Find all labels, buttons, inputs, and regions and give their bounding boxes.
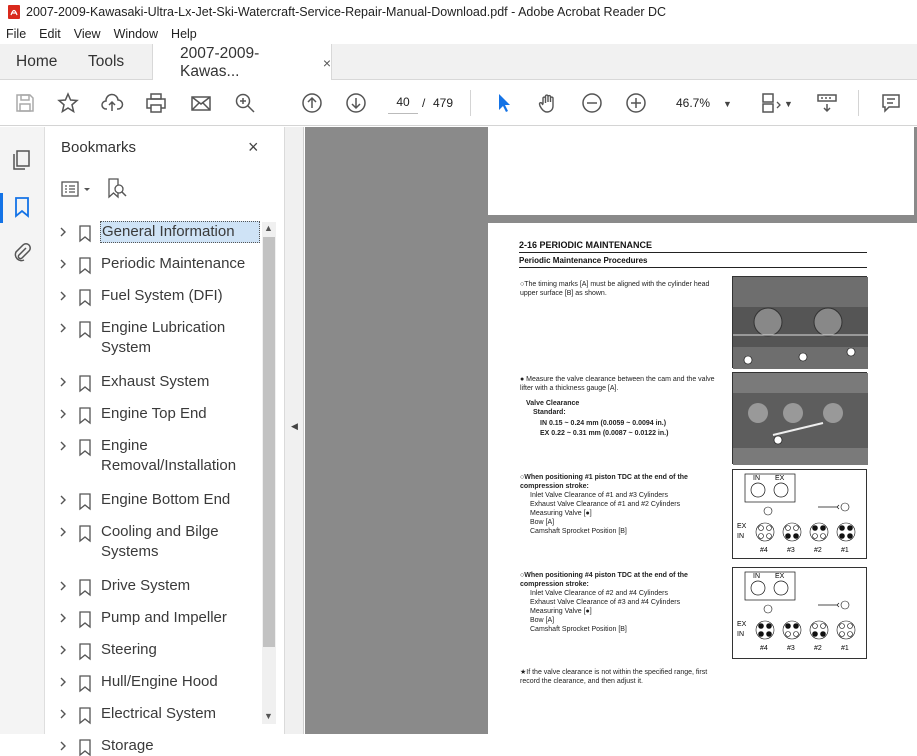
bookmark-label: Engine Lubrication System: [101, 319, 226, 356]
mail-icon[interactable]: [189, 91, 213, 115]
tab-document-label: 2007-2009-Kawas...: [180, 44, 260, 80]
bookmark-scrollbar-thumb[interactable]: [263, 237, 275, 647]
page-fit-icon[interactable]: [759, 91, 783, 115]
bookmark-label: Engine Bottom End: [101, 491, 231, 508]
bookmark-label: General Information: [100, 221, 260, 243]
piston1-line: Bow [A]: [530, 519, 555, 526]
diagram-in-row: IN: [737, 533, 744, 540]
tab-home[interactable]: [16, 44, 57, 80]
bookmark-label: Engine Top End: [101, 405, 207, 422]
toolbar-divider: [858, 90, 859, 116]
document-viewer[interactable]: [305, 127, 917, 734]
paragraph-measure: ● Measure the valve clearance between the cam and the valve lifter with a thickness gauge [A].: [520, 376, 715, 392]
close-icon[interactable]: ×: [248, 137, 259, 157]
bookmark-icon: [78, 225, 92, 242]
piston1-line: Measuring Valve [●]: [530, 510, 592, 517]
diagram-in-label: IN: [753, 573, 760, 580]
page-fit-dropdown-icon[interactable]: ▼: [784, 99, 793, 109]
subsection-title: Periodic Maintenance Procedures: [519, 256, 648, 265]
bookmark-label: Drive System: [101, 577, 191, 594]
comment-icon[interactable]: [879, 91, 903, 115]
bookmark-icon: [78, 525, 92, 542]
rail-active-indicator: [0, 193, 3, 223]
title-bar: [0, 0, 917, 24]
chevron-right-icon[interactable]: [58, 677, 68, 687]
pdf-page-previous: [488, 127, 914, 215]
bookmark-options-icon[interactable]: [60, 178, 94, 200]
tab-close-icon[interactable]: ×: [322, 54, 331, 71]
tab-tools-label: Tools: [88, 53, 125, 70]
chevron-right-icon[interactable]: [58, 441, 68, 451]
acrobat-icon: [8, 5, 20, 19]
page-separator: /: [422, 96, 426, 110]
paragraph-timing: ○The timing marks [A] must be aligned with the cylinder head upper surface [B] as shown.: [520, 281, 710, 297]
hand-tool-icon[interactable]: [536, 91, 560, 115]
chevron-right-icon[interactable]: [58, 495, 68, 505]
menu-window[interactable]: Window: [113, 27, 159, 41]
bookmarks-title: Bookmarks: [61, 139, 137, 156]
bookmark-label: Pump and Impeller: [101, 609, 227, 626]
menu-view[interactable]: View: [73, 27, 101, 41]
diagram-ex-label: EX: [775, 475, 785, 482]
bookmark-icon: [78, 407, 92, 424]
diagram-ex-row: EX: [737, 621, 747, 628]
bookmark-label: Electrical System: [101, 705, 217, 722]
bookmark-icon: [78, 493, 92, 510]
zoom-in-icon[interactable]: [624, 91, 648, 115]
bookmark-icon: [78, 289, 92, 306]
pdf-page-current: [488, 223, 917, 734]
menu-edit[interactable]: Edit: [39, 27, 61, 41]
chevron-right-icon[interactable]: [58, 527, 68, 537]
chevron-right-icon[interactable]: [58, 613, 68, 623]
bookmark-label: Hull/Engine Hood: [101, 673, 218, 690]
chevron-right-icon[interactable]: [58, 323, 68, 333]
print-icon[interactable]: [144, 91, 168, 115]
valve-diagram-4: [732, 567, 867, 659]
scroll-down-icon[interactable]: ▼: [264, 711, 273, 721]
rule: [519, 267, 867, 268]
chevron-right-icon[interactable]: [58, 741, 68, 751]
toolbar-divider: [470, 90, 471, 116]
tab-document[interactable]: [152, 44, 332, 81]
bookmarks-panel: [46, 127, 284, 754]
bookmark-label: Steering: [101, 641, 157, 658]
piston1-line: Inlet Valve Clearance of #1 and #3 Cylinders: [530, 492, 669, 499]
cylinder-4-label: #4: [760, 645, 768, 652]
section-title: 2-16 PERIODIC MAINTENANCE: [519, 240, 653, 250]
bookmark-label: Fuel System (DFI): [101, 287, 223, 304]
bookmark-panel-icon[interactable]: [10, 195, 34, 219]
star-icon[interactable]: [56, 91, 80, 115]
bookmark-search-icon[interactable]: [104, 177, 134, 201]
chevron-right-icon[interactable]: [58, 377, 68, 387]
chevron-right-icon[interactable]: [58, 645, 68, 655]
valve-clearance-in: IN 0.15 ~ 0.24 mm (0.0059 ~ 0.0094 in.): [540, 420, 667, 427]
valve-diagram-1: [732, 469, 867, 559]
tab-home-label: Home: [16, 53, 58, 70]
bookmark-list: [46, 222, 264, 754]
menu-bar: [0, 24, 917, 44]
previous-page-icon[interactable]: [300, 91, 324, 115]
chevron-right-icon[interactable]: [58, 409, 68, 419]
bookmark-icon: [78, 321, 92, 338]
page-number-input[interactable]: 40: [388, 90, 418, 114]
piston1-line: Camshaft Sprocket Position [B]: [530, 528, 627, 535]
next-page-icon[interactable]: [344, 91, 368, 115]
bookmark-label: Periodic Maintenance: [101, 255, 246, 272]
select-cursor-icon[interactable]: [492, 91, 516, 115]
scroll-up-icon[interactable]: ▲: [264, 223, 273, 233]
piston4-line: Camshaft Sprocket Position [B]: [530, 626, 627, 633]
navigation-rail: [0, 127, 45, 734]
rule: [519, 252, 867, 253]
valve-clearance-title: Valve Clearance: [526, 400, 580, 407]
page-total: 479: [433, 96, 454, 110]
diagram-ex-row: EX: [737, 523, 747, 530]
zoom-level[interactable]: 46.7%: [676, 96, 711, 110]
bookmark-icon: [78, 611, 92, 628]
bookmark-icon: [78, 739, 92, 756]
cylinder-1-label: #1: [841, 547, 849, 554]
bookmark-icon: [78, 257, 92, 274]
zoom-dropdown-icon[interactable]: ▼: [723, 99, 732, 109]
bookmark-icon: [78, 439, 92, 456]
paragraph-piston4-head: ○When positioning #4 piston TDC at the end of the compression stroke:: [520, 572, 688, 588]
chevron-right-icon[interactable]: [58, 291, 68, 301]
menu-file[interactable]: File: [6, 27, 27, 41]
cylinder-1-label: #1: [841, 645, 849, 652]
bookmark-icon: [78, 579, 92, 596]
search-icon[interactable]: [233, 91, 257, 115]
read-mode-icon[interactable]: [815, 91, 839, 115]
piston4-line: Measuring Valve [●]: [530, 608, 592, 615]
timing-marks-photo: [732, 276, 867, 368]
window-title: 2007-2009-Kawasaki-Ultra-Lx-Jet-Ski-Watercraft-Service-Repair-Manual-Download.pdf - Adobe Acrobat Reader DC: [26, 5, 667, 19]
tab-bar: [0, 44, 917, 80]
chevron-right-icon[interactable]: [58, 709, 68, 719]
cylinder-3-label: #3: [787, 547, 795, 554]
page-thumbnails-icon[interactable]: [10, 148, 34, 172]
valve-clearance-ex: EX 0.22 ~ 0.31 mm (0.0087 ~ 0.0122 in.): [540, 430, 669, 437]
bookmark-label: Engine Removal/Installation: [101, 437, 237, 474]
chevron-right-icon[interactable]: [58, 581, 68, 591]
tab-tools[interactable]: [88, 44, 124, 80]
piston4-line: Exhaust Valve Clearance of #3 and #4 Cylinders: [530, 599, 681, 606]
paragraph-adjust: ★If the valve clearance is not within the specified range, first record the clearance, and then adjust it.: [520, 669, 708, 685]
cylinder-2-label: #2: [814, 547, 822, 554]
bookmarks-toolbar: [60, 177, 134, 201]
valve-clearance-standard: Standard:: [533, 409, 566, 416]
cylinder-2-label: #2: [814, 645, 822, 652]
piston4-line: Inlet Valve Clearance of #2 and #4 Cylinders: [530, 590, 669, 597]
bookmark-label: Exhaust System: [101, 373, 210, 390]
paragraph-piston1-head: ○When positioning #1 piston TDC at the end of the compression stroke:: [520, 474, 688, 490]
bookmark-icon: [78, 643, 92, 660]
panel-splitter[interactable]: [284, 127, 304, 734]
cylinder-3-label: #3: [787, 645, 795, 652]
thickness-gauge-photo: [732, 372, 867, 464]
chevron-right-icon[interactable]: [58, 227, 68, 237]
zoom-out-icon[interactable]: [580, 91, 604, 115]
bookmark-icon: [78, 707, 92, 724]
diagram-in-label: IN: [753, 475, 760, 482]
diagram-ex-label: EX: [775, 573, 785, 580]
collapse-panel-icon[interactable]: ◀: [291, 421, 298, 431]
cloud-upload-icon[interactable]: [100, 91, 124, 115]
chevron-right-icon[interactable]: [58, 259, 68, 269]
bookmark-icon: [78, 675, 92, 692]
menu-help[interactable]: Help: [171, 27, 197, 41]
bookmark-label: Storage: [101, 737, 154, 754]
bookmark-icon: [78, 375, 92, 392]
diagram-in-row: IN: [737, 631, 744, 638]
cylinder-4-label: #4: [760, 547, 768, 554]
bookmark-label: Cooling and Bilge Systems: [101, 523, 219, 560]
piston4-line: Bow [A]: [530, 617, 555, 624]
save-icon[interactable]: [13, 91, 37, 115]
attachments-icon[interactable]: [10, 240, 34, 264]
piston1-line: Exhaust Valve Clearance of #1 and #2 Cylinders: [530, 501, 681, 508]
